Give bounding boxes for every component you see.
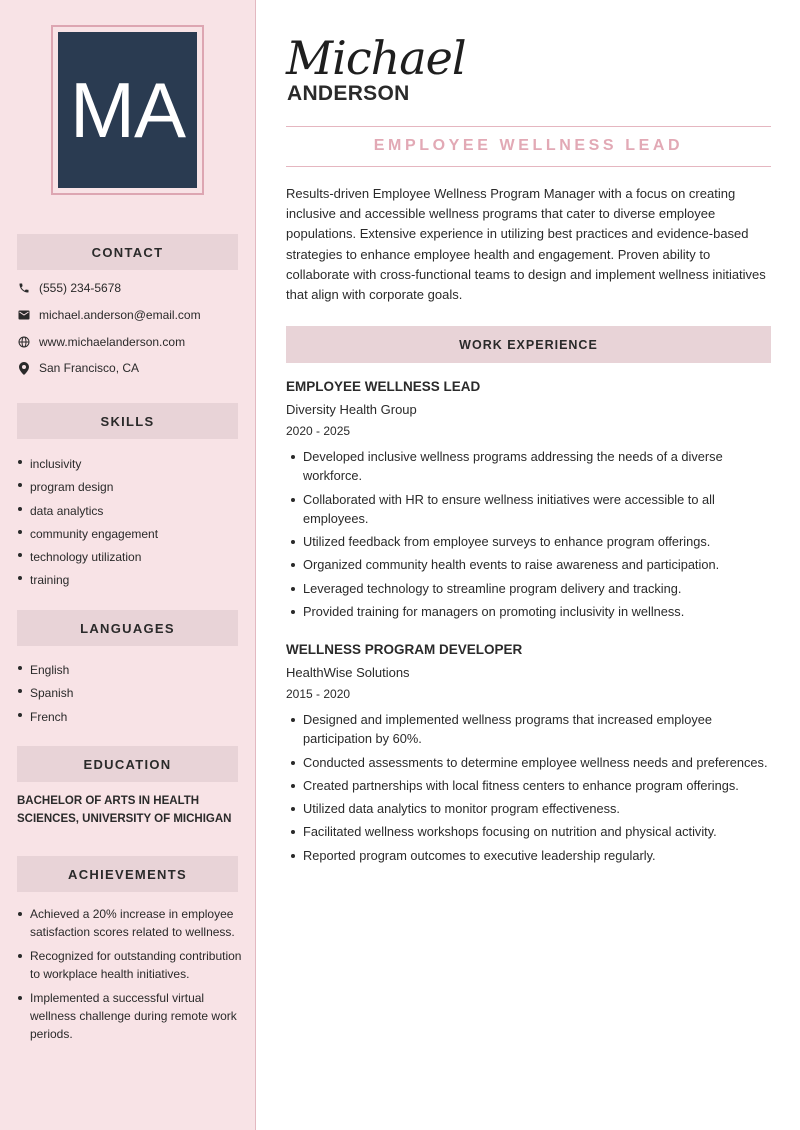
summary: Results-driven Employee Wellness Program Manager with a focus on creating inclusive and accessible wellness programs that cater to diverse employee populations. Extensive experience in utilizing best practices and evidence-based strategies to enhance employee health and engagement. Proven ability to collaborate with cross-functional teams to design and implement wellness initiatives that align with corporate goals. <box>286 186 766 303</box>
title-rule-top <box>286 126 771 127</box>
list-item: Conducted assessments to determine employee wellness needs and preferences. <box>286 753 776 772</box>
list-item: Achieved a 20% increase in employee satisfaction scores related to wellness. <box>17 905 243 941</box>
globe-icon <box>17 335 31 349</box>
list-item: Leveraged technology to streamline program delivery and tracking. <box>286 579 776 598</box>
phone-text: (555) 234-5678 <box>39 281 122 295</box>
email-text: michael.anderson@email.com <box>39 308 201 322</box>
list-item: Implemented a successful virtual wellness challenge during remote work periods. <box>17 989 243 1043</box>
list-item: English <box>17 659 241 682</box>
job-role: WELLNESS PROGRAM DEVELOPER <box>286 642 523 657</box>
list-item: technology utilization <box>17 546 241 569</box>
job-company: HealthWise Solutions <box>286 665 410 680</box>
list-item: inclusivity <box>17 453 241 476</box>
last-name: ANDERSON <box>287 82 410 105</box>
list-item: Organized community health events to raise awareness and participation. <box>286 555 776 574</box>
sidebar <box>0 0 256 1130</box>
list-item: Recognized for outstanding contribution to workplace health initiatives. <box>17 947 243 983</box>
list-item: French <box>17 706 241 729</box>
contact-website[interactable] <box>17 334 185 350</box>
education-heading: EDUCATION <box>17 746 238 782</box>
work-experience-heading: WORK EXPERIENCE <box>286 326 771 363</box>
languages-heading: LANGUAGES <box>17 610 238 646</box>
skills-heading: SKILLS <box>17 403 238 439</box>
monogram: MA <box>58 32 197 188</box>
list-item: Provided training for managers on promoting inclusivity in wellness. <box>286 602 776 621</box>
list-item: Created partnerships with local fitness centers to enhance program offerings. <box>286 776 776 795</box>
list-item: Facilitated wellness workshops focusing on nutrition and physical activity. <box>286 822 776 841</box>
languages-list <box>17 659 241 729</box>
list-item: Utilized feedback from employee surveys to enhance program offerings. <box>286 532 776 551</box>
list-item: Spanish <box>17 682 241 705</box>
job-entry <box>286 378 776 625</box>
contact-heading: CONTACT <box>17 234 238 270</box>
location-pin-icon <box>17 361 31 375</box>
list-item: program design <box>17 476 241 499</box>
job-role: EMPLOYEE WELLNESS LEAD <box>286 379 481 394</box>
contact-phone[interactable] <box>17 280 121 296</box>
achievements-list <box>17 905 243 1043</box>
job-dates: 2015 - 2020 <box>286 687 351 701</box>
list-item: Designed and implemented wellness programs that increased employee participation by 60%. <box>286 710 776 749</box>
location-text: San Francisco, CA <box>39 361 140 375</box>
website-text: www.michaelanderson.com <box>39 335 186 349</box>
job-company: Diversity Health Group <box>286 402 417 417</box>
list-item: training <box>17 569 241 592</box>
skills-list <box>17 453 241 593</box>
list-item: data analytics <box>17 500 241 523</box>
achievements-heading: ACHIEVEMENTS <box>17 856 238 892</box>
education-degree: BACHELOR OF ARTS IN HEALTH SCIENCES, UNIVERSITY OF MICHIGAN <box>17 795 232 825</box>
list-item: Utilized data analytics to monitor program effectiveness. <box>286 799 776 818</box>
job-bullets <box>286 710 776 865</box>
job-entry <box>286 641 776 869</box>
mail-icon <box>17 308 31 322</box>
list-item: Reported program outcomes to executive leadership regularly. <box>286 846 776 865</box>
job-dates: 2020 - 2025 <box>286 424 351 438</box>
job-title: EMPLOYEE WELLNESS LEAD <box>373 137 684 154</box>
first-name: Michael <box>286 31 466 85</box>
list-item: community engagement <box>17 523 241 546</box>
list-item: Collaborated with HR to ensure wellness initiatives were accessible to all employees. <box>286 490 776 529</box>
phone-icon <box>17 281 31 295</box>
contact-location <box>17 360 139 376</box>
job-bullets <box>286 447 776 621</box>
list-item: Developed inclusive wellness programs addressing the needs of a diverse workforce. <box>286 447 776 486</box>
contact-email[interactable] <box>17 307 201 323</box>
title-rule-bottom <box>286 166 771 167</box>
monogram-frame <box>51 25 204 195</box>
